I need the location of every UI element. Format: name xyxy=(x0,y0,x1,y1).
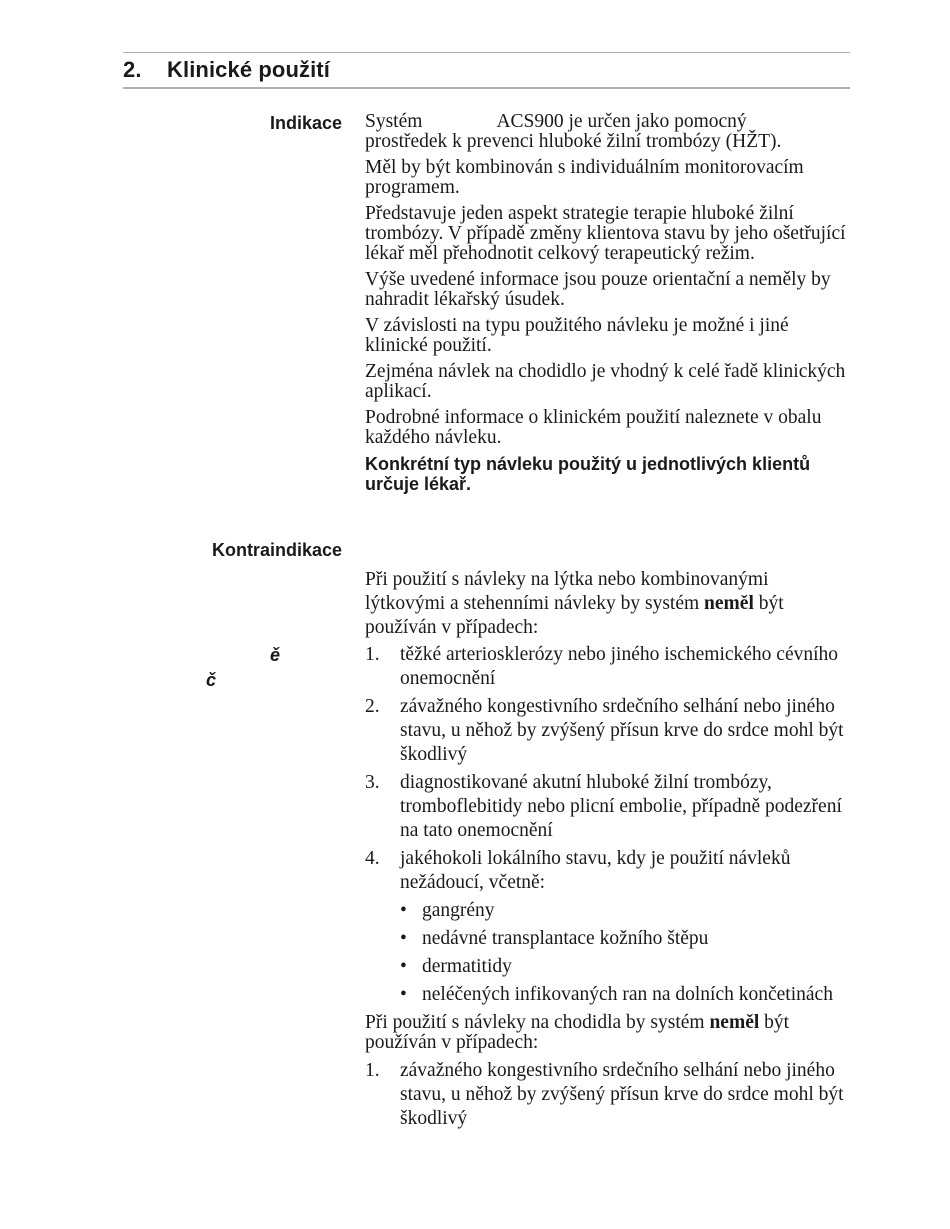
indikace-body xyxy=(365,112,850,494)
section-title: Klinické použití xyxy=(167,57,330,82)
indikace-first-line-rest: ACS900 je určen jako pomocný xyxy=(496,111,747,132)
list-number: 4. xyxy=(365,848,380,869)
list-text: diagnostikované akutní hluboké žilní trombózy, tromboflebitidy nebo plicní embolie, případně podezření na tato onemocnění xyxy=(400,772,842,841)
kontraindikace-intro xyxy=(365,568,850,640)
foot-intro-text-end: být používán v případech: xyxy=(365,1012,790,1053)
margin-fragment: č xyxy=(206,670,217,690)
bullet-dot-icon: • xyxy=(400,984,407,1005)
indikace-paragraph: Představuje jeden aspekt strategie terapie hluboké žilní trombózy. V případě změny klientova stavu by jeho ošetřující lékař měl přehodnotit celkový terapeutický režim. xyxy=(365,203,846,264)
list-item xyxy=(365,1059,850,1131)
foot-intro-text: Při použití s návleky na chodidla by systém xyxy=(365,1012,705,1033)
kontraindikace-list xyxy=(365,643,850,1007)
section-heading xyxy=(123,57,330,83)
list-item xyxy=(365,643,850,691)
list-text: jakéhokoli lokálního stavu, kdy je použití návleků nežádoucí, včetně: xyxy=(400,848,791,893)
bullet-item xyxy=(400,955,850,979)
bullet-dot-icon: • xyxy=(400,928,407,949)
foot-sleeve-intro xyxy=(365,1013,850,1053)
bullet-list xyxy=(400,899,850,1007)
foot-intro-bold-word: neměl xyxy=(709,1012,760,1033)
section-top-rule xyxy=(123,52,850,53)
intro-text: Při použití s návleky na lýtka nebo kombinovanými lýtkovými a stehenními návleky by systém xyxy=(365,569,769,614)
kontraindikace-label: Kontraindikace xyxy=(211,540,342,560)
list-item xyxy=(365,771,850,843)
margin-fragment: ě xyxy=(270,645,281,665)
indikace-bold-note: Konkrétní typ návleku použitý u jednotlivých klientů určuje lékař. xyxy=(365,454,811,494)
bullet-dot-icon: • xyxy=(400,900,407,921)
indikace-label: Indikace xyxy=(269,113,342,133)
list-number: 1. xyxy=(365,1060,380,1081)
list-text: závažného kongestivního srdečního selhání nebo jiného stavu, u něhož by zvýšený přísun krve do srdce mohl být škodlivý xyxy=(400,1060,844,1129)
bullet-item xyxy=(400,899,850,923)
indikace-first-paragraph xyxy=(365,112,850,152)
list-text: těžké arteriosklerózy nebo jiného ischemického cévního onemocnění xyxy=(400,644,839,689)
list-number: 3. xyxy=(365,772,380,793)
list-text: závažného kongestivního srdečního selhání nebo jiného stavu, u něhož by zvýšený přísun krve do srdce mohl být škodlivý xyxy=(400,696,844,765)
list-item xyxy=(365,847,850,1007)
bullet-item xyxy=(400,927,850,951)
section-bottom-rule xyxy=(123,87,850,89)
intro-text-end: být používán v případech: xyxy=(365,593,784,638)
list-item xyxy=(365,695,850,767)
bullet-text: nedávné transplantace kožního štěpu xyxy=(422,928,709,949)
kontraindikace-body xyxy=(365,568,850,1135)
foot-sleeve-list xyxy=(365,1059,850,1131)
indikace-paragraph: Podrobné informace o klinickém použití naleznete v obalu každého návleku. xyxy=(365,407,822,448)
bullet-text: neléčených infikovaných ran na dolních končetinách xyxy=(422,984,833,1005)
bullet-item xyxy=(400,983,850,1007)
section-number: 2. xyxy=(123,57,142,82)
indikace-paragraph: Výše uvedené informace jsou pouze orientační a neměly by nahradit lékařský úsudek. xyxy=(365,269,831,310)
intro-bold-word: neměl xyxy=(704,593,754,614)
indikace-paragraph: V závislosti na typu použitého návleku je možné i jiné klinické použití. xyxy=(365,315,789,356)
indikace-first-line-2: prostředek k prevenci hluboké žilní trombózy (HŽT). xyxy=(365,131,782,152)
list-number: 2. xyxy=(365,696,380,717)
bullet-text: gangrény xyxy=(422,900,495,921)
indikace-system-word: Systém xyxy=(365,111,423,132)
bullet-text: dermatitidy xyxy=(422,956,512,977)
indikace-paragraph: Měl by být kombinován s individuálním monitorovacím programem. xyxy=(365,157,804,198)
list-number: 1. xyxy=(365,644,380,665)
bullet-dot-icon: • xyxy=(400,956,407,977)
indikace-paragraph: Zejména návlek na chodidlo je vhodný k celé řadě klinických aplikací. xyxy=(365,361,846,402)
